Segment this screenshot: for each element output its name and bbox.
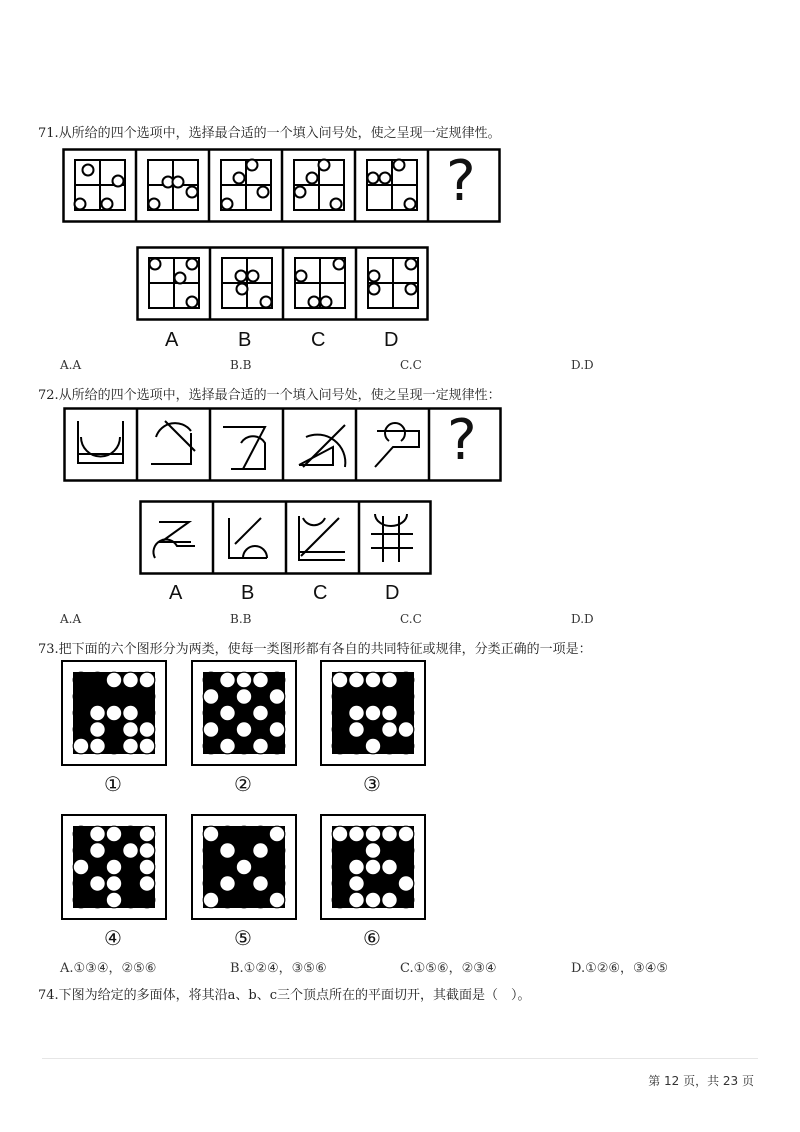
q71-label-d: D xyxy=(384,329,399,351)
q72-text: 72.从所给的四个选项中，选择最合适的一个填入问号处，使之呈现一定规律性： xyxy=(38,388,501,403)
q72-question-mark: ? xyxy=(447,408,477,473)
page-number: 第 12 页，共 23 页 xyxy=(648,1074,754,1088)
footer-divider xyxy=(42,1058,758,1059)
q71-label-b: B xyxy=(238,329,252,351)
q73-figure-6 xyxy=(320,814,426,920)
q72-label-d: D xyxy=(385,582,400,604)
q71-option-c[interactable]: C.C xyxy=(400,358,422,372)
q71-label-c: C xyxy=(311,329,326,351)
q71-label-a: A xyxy=(165,329,179,351)
q73-label-5: ⑤ xyxy=(234,926,252,950)
q71-options-figure xyxy=(136,246,430,322)
q73-figure-1 xyxy=(61,660,167,766)
q72-option-c[interactable]: C.C xyxy=(400,612,422,626)
q72-label-c: C xyxy=(313,582,328,604)
q71-sequence-figure xyxy=(62,148,502,224)
q73-option-c[interactable]: C.①⑤⑥，②③④ xyxy=(400,961,497,976)
q73-option-b[interactable]: B.①②④，③⑤⑥ xyxy=(230,961,327,976)
q72-option-a[interactable]: A.A xyxy=(60,612,82,626)
q72-sequence-figure xyxy=(63,407,503,483)
q73-figure-2 xyxy=(191,660,297,766)
q71-question-mark: ? xyxy=(446,149,476,214)
q73-figure-3 xyxy=(320,660,426,766)
q73-text: 73.把下面的六个图形分为两类，使每一类图形都有各自的共同特征或规律，分类正确的一项是： xyxy=(38,642,592,657)
q73-label-4: ④ xyxy=(104,926,122,950)
q72-option-d[interactable]: D.D xyxy=(571,612,594,626)
q73-label-3: ③ xyxy=(363,772,381,796)
q73-label-2: ② xyxy=(234,772,252,796)
q74-text: 74.下图为给定的多面体，将其沿a、b、c三个顶点所在的平面切开，其截面是（ ）。 xyxy=(38,988,531,1003)
q72-option-b[interactable]: B.B xyxy=(230,612,252,626)
q72-label-b: B xyxy=(241,582,255,604)
q73-option-d[interactable]: D.①②⑥，③④⑤ xyxy=(571,961,669,976)
q71-option-a[interactable]: A.A xyxy=(60,358,82,372)
q72-label-a: A xyxy=(169,582,183,604)
q73-figure-4 xyxy=(61,814,167,920)
q73-label-6: ⑥ xyxy=(363,926,381,950)
q71-option-b[interactable]: B.B xyxy=(230,358,252,372)
q71-option-d[interactable]: D.D xyxy=(571,358,594,372)
q73-label-1: ① xyxy=(104,772,122,796)
q72-options-figure xyxy=(139,500,433,576)
q73-option-a[interactable]: A.①③④，②⑤⑥ xyxy=(60,961,157,976)
q73-figure-5 xyxy=(191,814,297,920)
q71-text: 71.从所给的四个选项中，选择最合适的一个填入问号处，使之呈现一定规律性。 xyxy=(38,126,501,141)
